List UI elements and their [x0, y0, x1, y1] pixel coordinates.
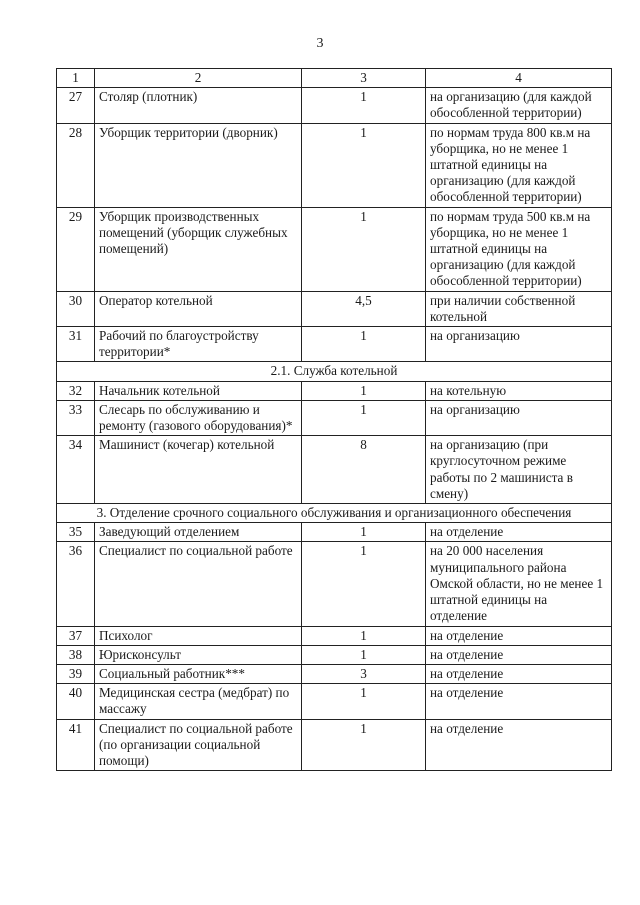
row-number: 39 — [57, 664, 95, 683]
staffing-note: на 20 000 населения муниципального района Омской области, но не менее 1 штатной единицы на отделение — [426, 542, 612, 626]
position-name: Юрисконсульт — [95, 645, 302, 664]
page-number: 3 — [316, 36, 324, 51]
staffing-note: на отделение — [426, 626, 612, 645]
staffing-note: на отделение — [426, 664, 612, 683]
row-number: 33 — [57, 400, 95, 435]
position-name: Психолог — [95, 626, 302, 645]
staffing-note: на отделение — [426, 684, 612, 719]
staff-count: 3 — [302, 664, 426, 683]
staffing-note: на котельную — [426, 381, 612, 400]
staffing-note: на организацию — [426, 327, 612, 362]
row-number: 41 — [57, 719, 95, 771]
table-row — [57, 400, 612, 435]
row-number: 29 — [57, 207, 95, 291]
staffing-note: на организацию — [426, 400, 612, 435]
table-row — [57, 88, 612, 123]
row-number: 32 — [57, 381, 95, 400]
table-row — [57, 436, 612, 504]
staff-count: 1 — [302, 327, 426, 362]
staff-count: 1 — [302, 719, 426, 771]
header-col-1: 1 — [57, 69, 95, 88]
staffing-note: на отделение — [426, 645, 612, 664]
staff-count: 4,5 — [302, 291, 426, 326]
staff-count: 1 — [302, 88, 426, 123]
staffing-note: по нормам труда 800 кв.м на уборщика, но не менее 1 штатной единицы на организацию (для каждой обособленной территории) — [426, 123, 612, 207]
table-row — [57, 123, 612, 207]
position-name: Уборщик территории (дворник) — [95, 123, 302, 207]
table-row — [57, 684, 612, 719]
position-name: Медицинская сестра (медбрат) по массажу — [95, 684, 302, 719]
table-row — [57, 523, 612, 542]
row-number: 30 — [57, 291, 95, 326]
section-header-row — [57, 362, 612, 381]
staffing-table — [56, 68, 612, 771]
table-row — [57, 719, 612, 771]
staff-count: 1 — [302, 400, 426, 435]
staff-count: 1 — [302, 523, 426, 542]
table-row — [57, 664, 612, 683]
staff-count: 1 — [302, 542, 426, 626]
position-name: Столяр (плотник) — [95, 88, 302, 123]
header-col-3: 3 — [302, 69, 426, 88]
staffing-note: на организацию (при круглосуточном режиме работы по 2 машиниста в смену) — [426, 436, 612, 504]
position-name: Начальник котельной — [95, 381, 302, 400]
section-title: 3. Отделение срочного социального обслуживания и организационного обеспечения — [57, 504, 612, 523]
position-name: Слесарь по обслуживанию и ремонту (газового оборудования)* — [95, 400, 302, 435]
staff-count: 1 — [302, 626, 426, 645]
header-row — [57, 69, 612, 88]
table-row — [57, 626, 612, 645]
position-name: Уборщик производственных помещений (уборщик служебных помещений) — [95, 207, 302, 291]
staffing-note: по нормам труда 500 кв.м на уборщика, но не менее 1 штатной единицы на организацию (для каждой обособленной территории) — [426, 207, 612, 291]
row-number: 35 — [57, 523, 95, 542]
row-number: 36 — [57, 542, 95, 626]
table-row — [57, 327, 612, 362]
staffing-note: при наличии собственной котельной — [426, 291, 612, 326]
table-row — [57, 381, 612, 400]
row-number: 37 — [57, 626, 95, 645]
staffing-note: на отделение — [426, 719, 612, 771]
header-col-2: 2 — [95, 69, 302, 88]
staff-count: 1 — [302, 123, 426, 207]
position-name: Оператор котельной — [95, 291, 302, 326]
staff-count: 1 — [302, 645, 426, 664]
row-number: 28 — [57, 123, 95, 207]
table-row — [57, 291, 612, 326]
table-body — [57, 88, 612, 771]
row-number: 31 — [57, 327, 95, 362]
staffing-note: на отделение — [426, 523, 612, 542]
position-name: Рабочий по благоустройству территории* — [95, 327, 302, 362]
section-header-row — [57, 504, 612, 523]
section-title: 2.1. Служба котельной — [57, 362, 612, 381]
position-name: Заведующий отделением — [95, 523, 302, 542]
position-name: Социальный работник*** — [95, 664, 302, 683]
staffing-note: на организацию (для каждой обособленной территории) — [426, 88, 612, 123]
position-name: Специалист по социальной работе — [95, 542, 302, 626]
table-row — [57, 207, 612, 291]
position-name: Специалист по социальной работе (по организации социальной помощи) — [95, 719, 302, 771]
row-number: 34 — [57, 436, 95, 504]
staff-count: 1 — [302, 381, 426, 400]
staff-count: 8 — [302, 436, 426, 504]
table-row — [57, 542, 612, 626]
staff-count: 1 — [302, 207, 426, 291]
table-row — [57, 645, 612, 664]
staff-count: 1 — [302, 684, 426, 719]
row-number: 40 — [57, 684, 95, 719]
row-number: 27 — [57, 88, 95, 123]
position-name: Машинист (кочегар) котельной — [95, 436, 302, 504]
header-col-4: 4 — [426, 69, 612, 88]
row-number: 38 — [57, 645, 95, 664]
